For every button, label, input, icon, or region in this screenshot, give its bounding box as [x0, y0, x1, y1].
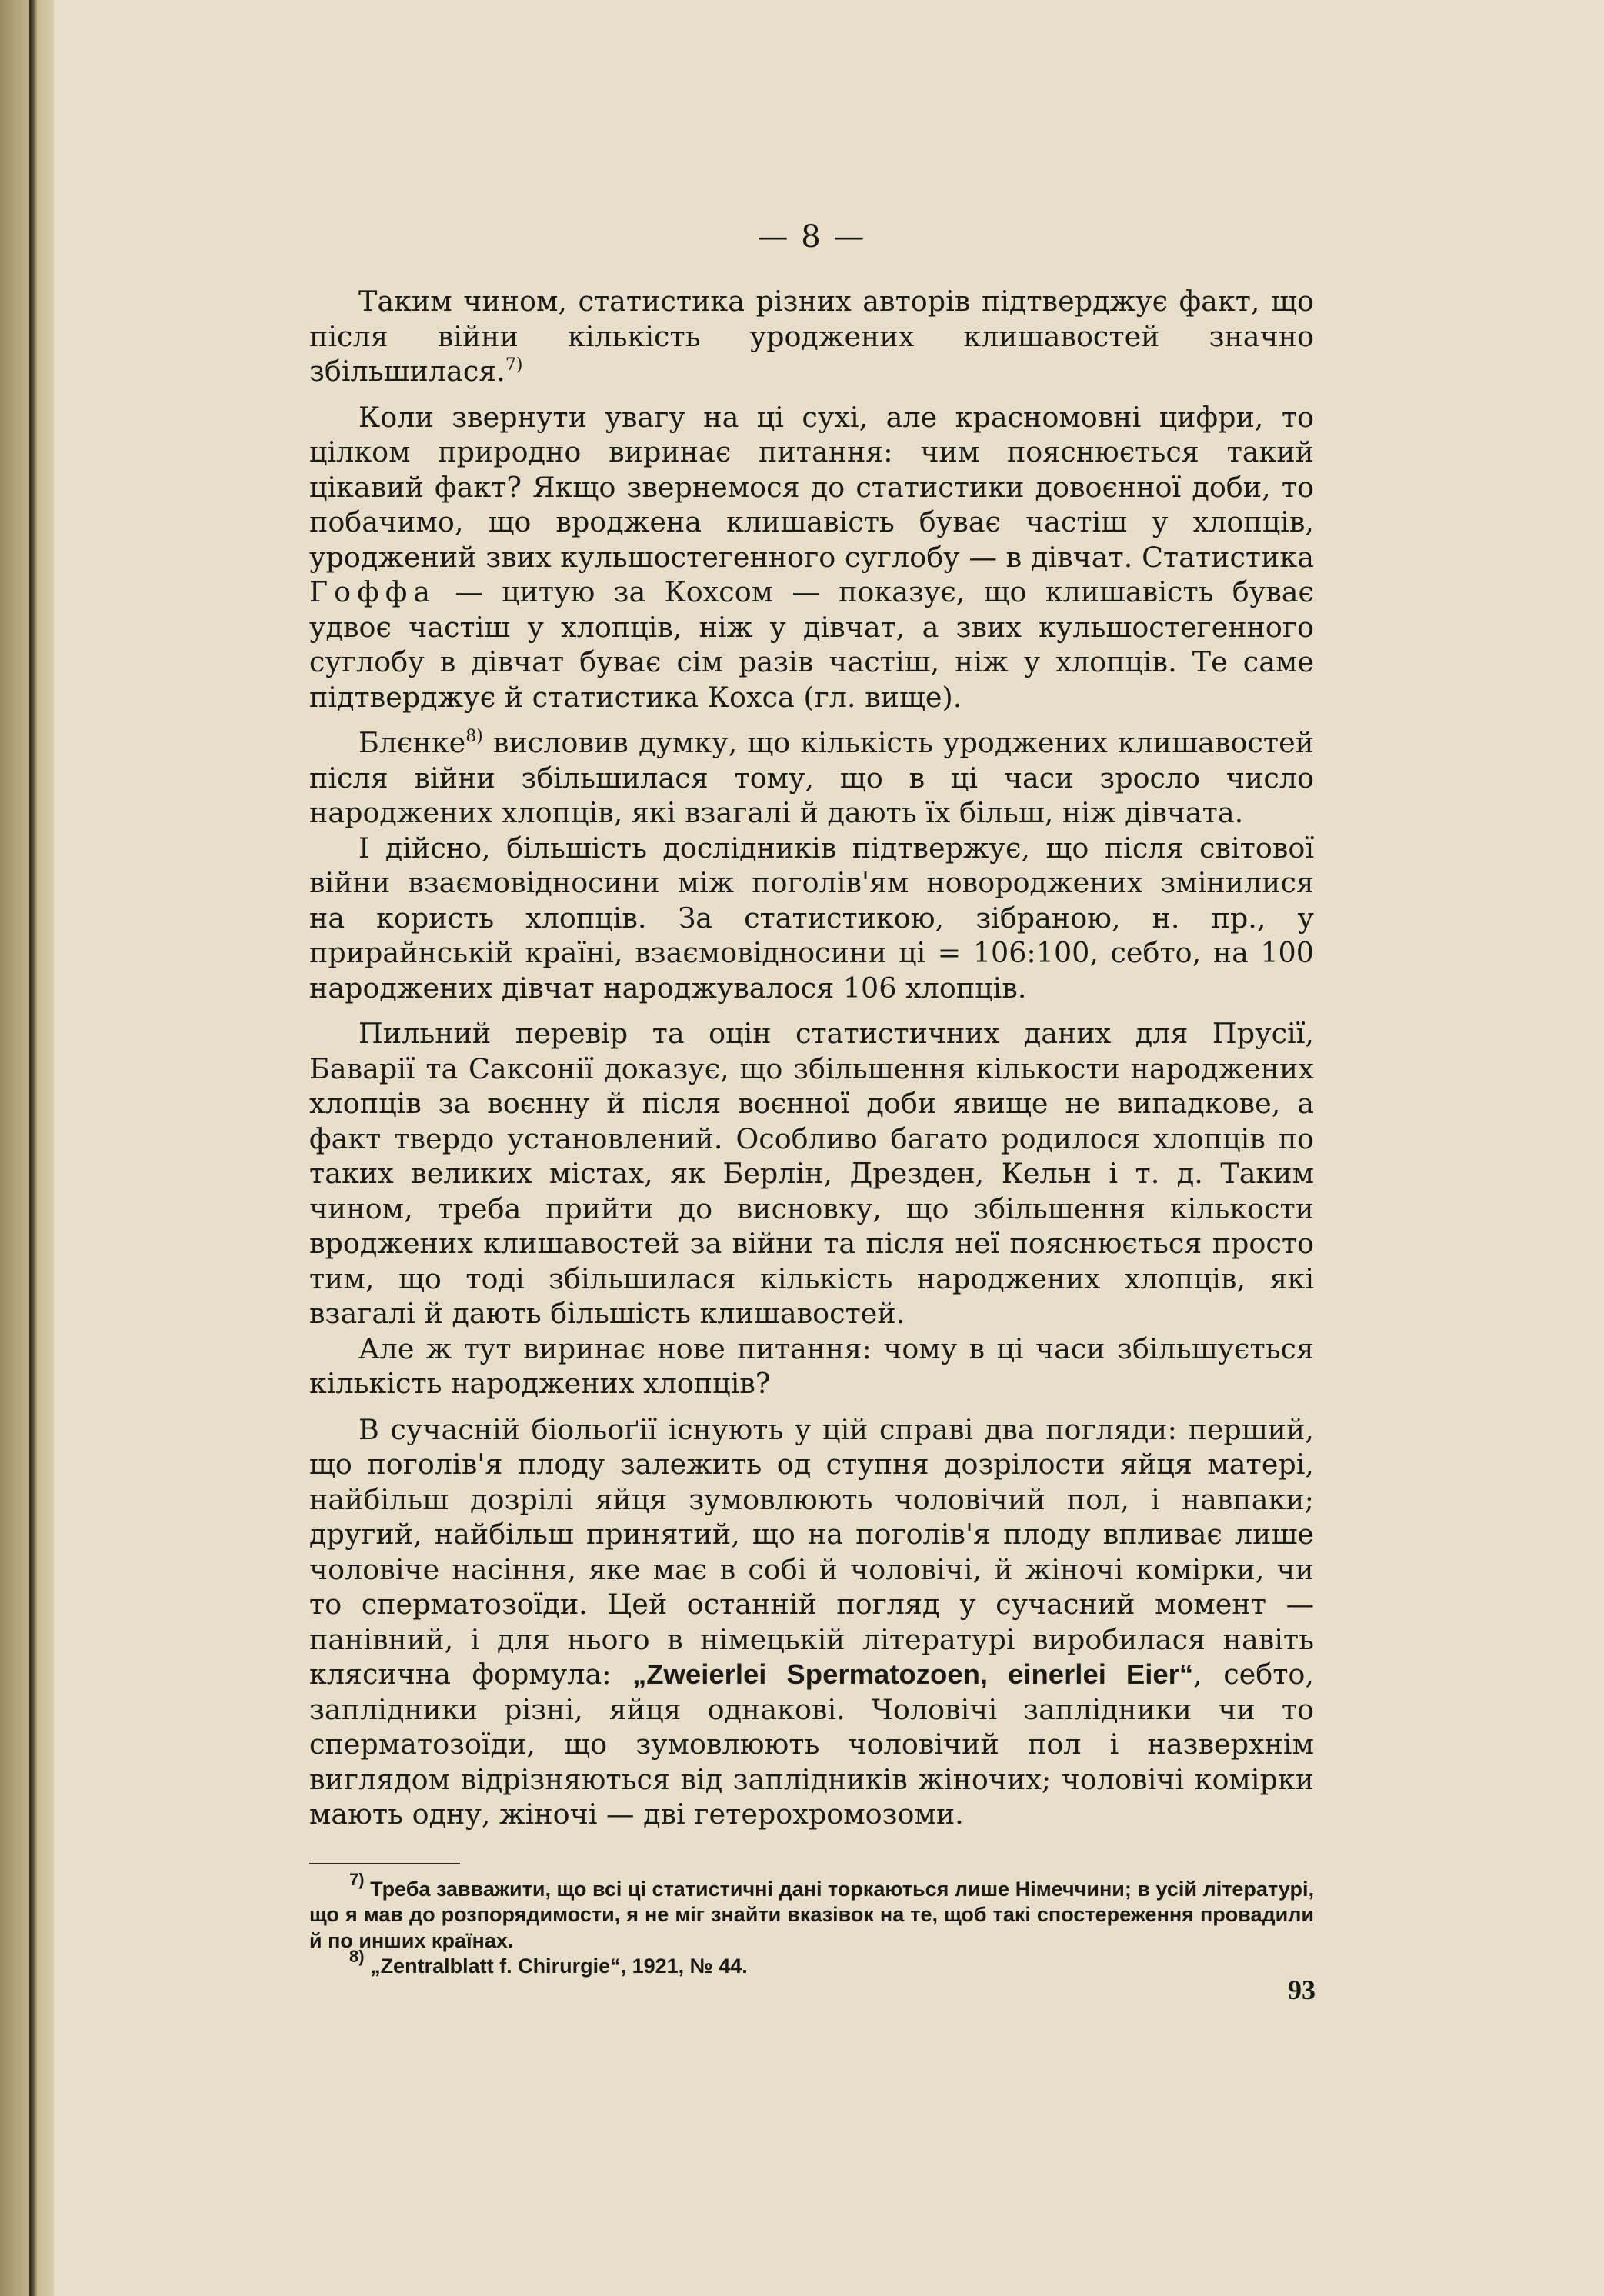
- paragraph-2-text-b: — цитую за Кохсом — показує, що клишавість буває удвоє частіш у хлопців, ніж у дівчат, а звих кульшостегенного суглобу в дівчат буває сім разів частіш, ніж у хлопців. Те саме підтверджує й статистика Кохса (гл. вище).: [309, 575, 1314, 714]
- paragraph-6: Але ж тут виринає нове питання: чому в ці часи збільшується кількість народжених хлопців?: [309, 1331, 1314, 1400]
- paragraph-3: [309, 725, 1314, 831]
- paragraph-3-text-a: Блєнке: [358, 726, 466, 759]
- footnote-8: [309, 1947, 1314, 1980]
- paragraph-5: Пильний перевір та оцін статистичних даних для Прусії, Баварії та Саксонії доказує, що збільшення кількости народжених хлопців за воєнну й після воєнної доби явище не випадкове, а факт твердо установлений. Особливо багато родилося хлопців по таких великих містах, як Берлін, Дрезден, Кельн і т. д. Таким чином, треба прийти до висновку, що збільшення кількости вроджених клишавостей за війни та після неї пояснюється просто тим, що тоді збільшилася кількість народжених хлопців, які взагалі й дають більшість клишавостей.: [309, 1017, 1314, 1330]
- page-text-block: [309, 219, 1314, 1980]
- book-page: [54, 0, 1604, 2296]
- author-name-spaced: Гоффа: [309, 575, 437, 608]
- footnote-7: [309, 1869, 1314, 1954]
- footnote-8-mark: 8): [349, 1947, 365, 1966]
- paragraph-7-text-b: , себто, заплідники різні, яйця однакові. Чоловічі заплідники чи то сперматозоїди, що зумовлюють чоловічий пол і назверхнім виглядом відрізняються від заплідників жіночих; чоловічі комірки мають одну, жіночі — дві гетерохромозоми.: [309, 1658, 1314, 1831]
- footnote-7-text: Треба завважити, що всі ці статистичні дані торкаються лише Німеччини; в усій літературі, що я мав до розпорядимости, я не міг знайти вказівок на те, щоб такі спостереження провадили й по инших країнах.: [309, 1877, 1314, 1952]
- paragraph-4: І дійсно, більшість дослідників підтвержує, що після світової війни взаємовідносини між поголів'ям новороджених змінилися на користь хлопців. За статистикою, зібраною, н. пр., у прирайнській країні, взаємовідносини ці = 106:100, себто, на 100 народжених дівчат народжувалося 106 хлопців.: [309, 831, 1314, 1005]
- footnote-7-mark: 7): [349, 1869, 365, 1889]
- gutter-edge: [29, 0, 37, 2296]
- page-number: 93: [1288, 1974, 1316, 2005]
- footnote-8-text: „Zentralblatt f. Chirurgie“, 1921, № 44.: [364, 1954, 748, 1978]
- paragraph-1-text: Таким чином, статистика різних авторів підтверджує факт, що після війни кількість уроджених клишавостей значно збільшилася.: [309, 285, 1314, 388]
- latin-formula: „Zweierlei Spermatozoen, einerlei Eier“: [632, 1658, 1194, 1690]
- paragraph-3-text-b: висловив думку, що кількість уроджених клишавостей після війни збільшилася тому, що в ці часи зросло число народжених хлопців, які взагалі й дають їх більш, ніж дівчата.: [309, 726, 1314, 829]
- footnote-rule: [309, 1863, 460, 1864]
- paragraph-2-text-a: Коли звернути увагу на ці сухі, але красномовні цифри, то цілком природно виринає питання: чим пояснюється такий цікавий факт? Якщо звернемося до статистики довоєнної доби, то побачимо, що вроджена клишавість буває частіш у хлопців, уроджений звих кульшостегенного суглобу — в дівчат. Статистика: [309, 400, 1314, 574]
- paragraph-1: [309, 284, 1314, 389]
- footnote-ref-8: 8): [465, 727, 483, 746]
- paragraph-2: [309, 400, 1314, 715]
- paragraph-7-text-a: В сучасній біольоґії існують у цій справі два погляди: перший, що поголів'я плоду залежить од ступня дозрілости яйця матері, найбільш дозрілі яйця зумовлюють чоловічий пол, і навпаки; другий, найбільш принятий, що на поголів'я плоду впливає лише чоловіче насіння, яке має в собі й чоловічі, й жіночі комірки, чи то сперматозоїди. Цей останній погляд у сучасний момент — панівний, і для нього в німецькій літературі виробилася навіть клясична формула:: [309, 1412, 1314, 1691]
- paragraph-7: [309, 1412, 1314, 1832]
- running-head: — 8 —: [757, 219, 866, 255]
- footnote-ref-7: 7): [505, 355, 523, 375]
- book-binding-shadow: [0, 0, 54, 2296]
